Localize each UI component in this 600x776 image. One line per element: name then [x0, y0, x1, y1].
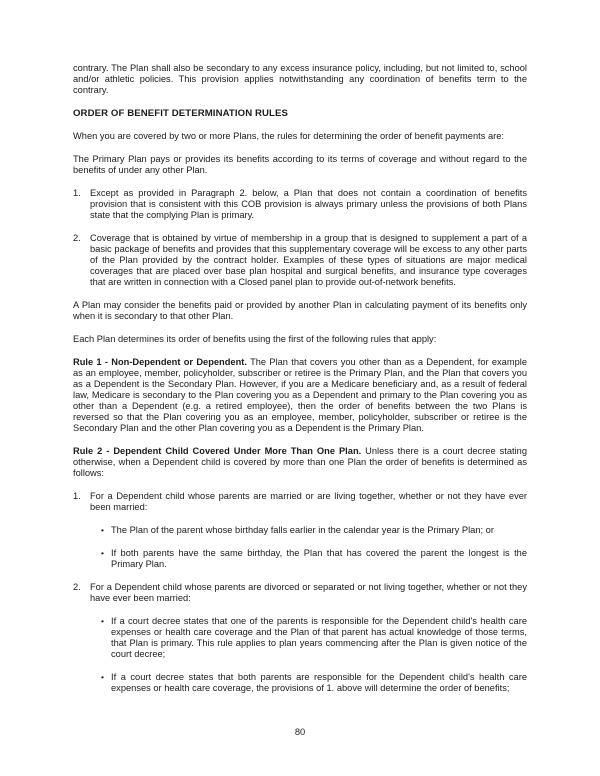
list-item-number: 1. [73, 188, 81, 198]
paragraph-plan-may-consider: A Plan may consider the benefits paid or provided by another Plan in calculating payment of its benefits only when it is secondary to that other Plan. [73, 300, 527, 321]
rule-2-title: Rule 2 - Dependent Child Covered Under More Than One Plan. [73, 446, 362, 456]
numbered-list-cob-provisions [73, 188, 527, 288]
list-item-content [90, 582, 527, 694]
list-item-parents-divorced [73, 582, 527, 694]
bullet-icon: • [101, 672, 104, 682]
list-item-text: For a Dependent child whose parents are divorced or separated or not living together, whether or not they have ever been married: [90, 582, 527, 603]
paragraph-each-plan-determines: Each Plan determines its order of benefits using the first of the following rules that apply: [73, 334, 437, 344]
paragraph-covered-by-two-plans: When you are covered by two or more Plans, the rules for determining the order of benefit payments are: [73, 131, 504, 141]
list-item-text: Coverage that is obtained by virtue of membership in a group that is designed to supplement a part of a basic package of benefits and provides that this supplementary coverage will be excess to any other parts of the Plan provided by the contract holder. Examples of these types of situations are major medical coverages that are placed over base plan hospital and surgical benefits, and insurance type coverages that are written in connection with a Closed panel plan to provide out-of-network benefits. [90, 233, 527, 287]
list-item-content [90, 491, 527, 570]
rule-1-body: The Plan that covers you other than as a Dependent, for example as an employee, member, policyholder, subscriber or retiree is the Primary Plan, and the Plan that covers you as a Dependent is the Secondary Plan. However, if you are a Medicare beneficiary and, as a result of federal law, Medicare is secondary to the Plan covering you as a Dependent and primary to the Plan covering you as other than a Dependent (e.g. a retired employee), then the order of benefits between the two Plans is reversed so that the Plan covering you as an employee, member, policyholder, subscriber or retiree is the Secondary Plan and the other Plan covering you as a Dependent is the Primary Plan. [73, 357, 528, 433]
bullet-row [101, 672, 527, 694]
list-item-text: For a Dependent child whose parents are married or are living together, whether or not they have ever been married: [90, 491, 527, 512]
bullet-row [101, 616, 527, 660]
list-item-paragraph-2 [73, 233, 527, 288]
list-item-text: Except as provided in Paragraph 2. below, a Plan that does not contain a coordination of benefits provision that is consistent with this COB provision is always primary unless the provisions of both Plans state that the complying Plan is primary. [90, 188, 527, 220]
list-item-number: 1. [73, 491, 81, 501]
paragraph-primary-plan-pays: The Primary Plan pays or provides its benefits according to its terms of coverage and without regard to the benefits of under any other Plan. [73, 154, 527, 175]
bullet-row [101, 525, 527, 536]
paragraph-rule-2 [73, 446, 527, 479]
rule-2-body: Unless there is a court decree stating otherwise, when a Dependent child is covered by more than one Plan the order of benefits is determined as follows: [73, 446, 527, 478]
bullet-text: If a court decree states that both parents are responsible for the Dependent child's health care expenses or health care coverage, the provisions of 1. above will determine the order of benefits; [111, 672, 527, 693]
paragraph-excess-insurance: contrary. The Plan shall also be secondary to any excess insurance policy, including, but not limited to, school and/or athletic policies. This provision applies notwithstanding any coordination of benefits term to the contrary. [73, 63, 527, 95]
section-heading-order-of-benefit: ORDER OF BENEFIT DETERMINATION RULES [73, 108, 289, 119]
page-number: 80 [294, 727, 306, 737]
bullet-text: If both parents have the same birthday, the Plan that has covered the parent the longest is the Primary Plan. [111, 548, 527, 569]
bullet-row [101, 548, 527, 570]
bullet-icon: • [101, 548, 104, 558]
list-item-paragraph-1 [73, 188, 527, 221]
numbered-list-dependent-child [73, 491, 527, 694]
list-item-number: 2. [73, 233, 81, 243]
rule-1-title: Rule 1 - Non-Dependent or Dependent. [73, 357, 247, 367]
bullet-text: The Plan of the parent whose birthday falls earlier in the calendar year is the Primary Plan; or [111, 525, 494, 535]
list-item-parents-married [73, 491, 527, 570]
bullet-icon: • [101, 525, 104, 535]
list-item-number: 2. [73, 582, 81, 592]
paragraph-rule-1 [73, 357, 527, 434]
bullet-icon: • [101, 616, 104, 626]
bullet-text: If a court decree states that one of the parents is responsible for the Dependent child's health care expenses or health care coverage and the Plan of that parent has actual knowledge of those terms, that Plan is primary. This rule applies to plan years commencing after the Plan is given notice of the court decree; [111, 616, 527, 659]
